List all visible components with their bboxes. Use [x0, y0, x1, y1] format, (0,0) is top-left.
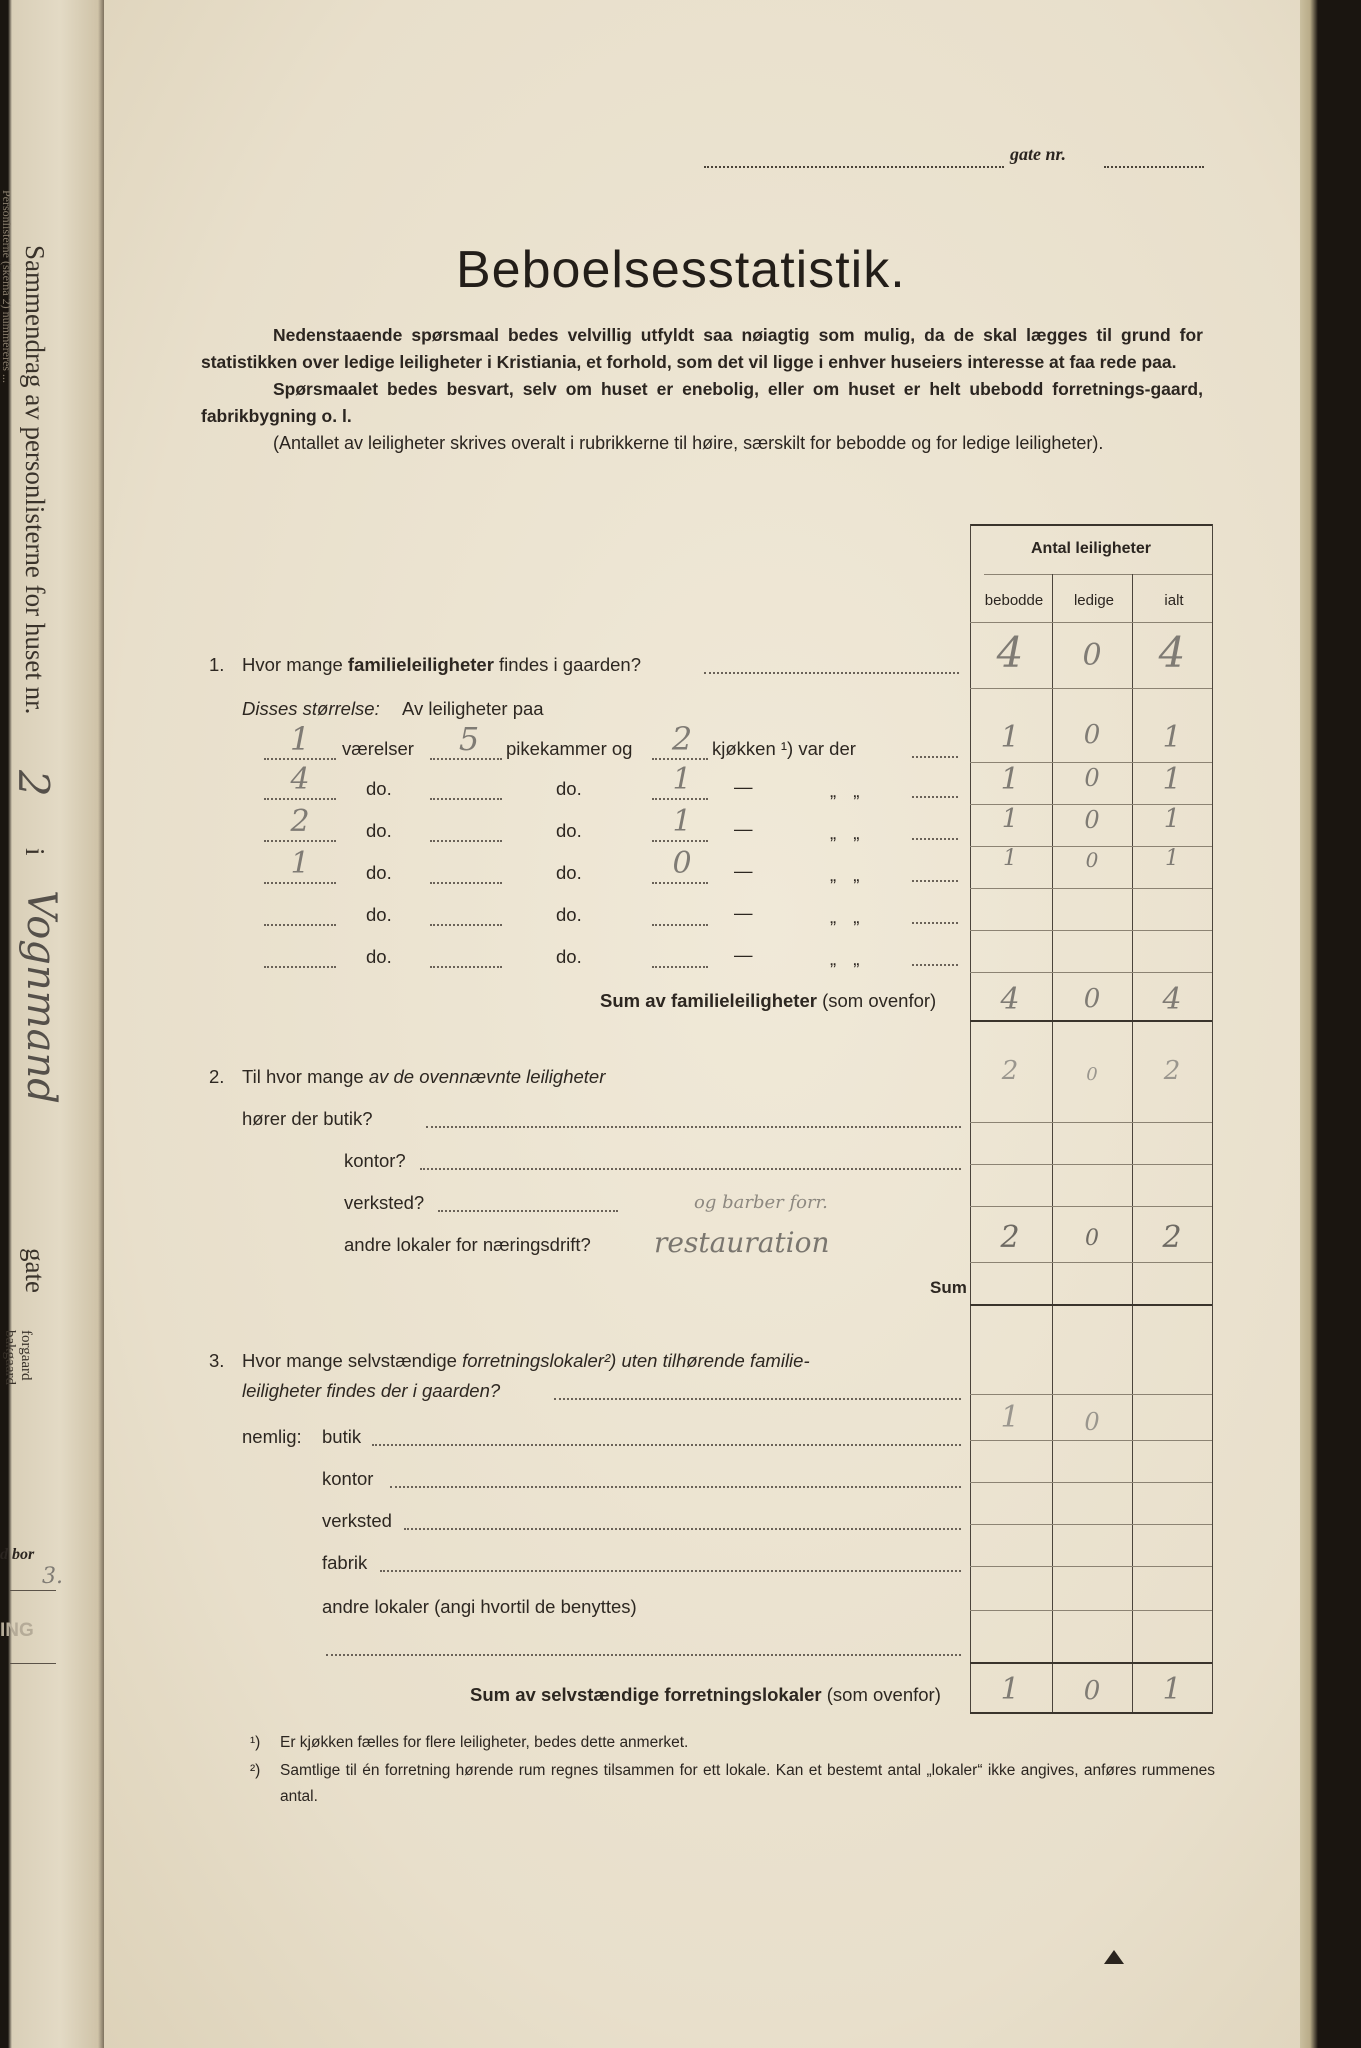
size-row-pike-word: do. — [556, 904, 582, 925]
size-row-rooms-word: do. — [366, 904, 392, 925]
size-row-dash: — — [734, 944, 753, 965]
q3-text-c: uten tilhørende familie- — [621, 1350, 810, 1371]
size-row-rooms-word: do. — [366, 946, 392, 967]
q2-butik-rule — [970, 1122, 1212, 1123]
q1-sizes-label: Disses størrelse: — [242, 698, 380, 719]
footnote-2: Samtlige til én forretning hørende rum regnes tilsammen for ett lokale. Kan et bestemt antal „lokaler“ ikke angives, anføres rummenes antal. — [280, 1762, 1215, 1805]
q3-butik-label: butik — [322, 1426, 362, 1447]
q2-verksted-hand: og barber forr. — [694, 1192, 828, 1213]
q3-text-d: leiligheter findes der i gaarden? — [242, 1380, 501, 1401]
table-title: Antal leiligheter — [1030, 540, 1152, 557]
right-page-edge — [1300, 0, 1361, 2048]
size-row-count: 1 — [290, 846, 310, 881]
size-row-count-line — [264, 966, 336, 968]
size-row-dash: — — [734, 776, 753, 797]
q3-sum-ledige: 0 — [1083, 1676, 1101, 1706]
gate-nr-label: gate nr. — [1010, 144, 1067, 164]
q3-sum-label — [470, 1684, 941, 1706]
table-col-line-3 — [1212, 524, 1213, 1714]
q1-ledige: 0 — [1082, 638, 1102, 673]
q3-text-a: Hvor mange selvstændige — [242, 1350, 457, 1371]
intro-block — [201, 322, 1203, 457]
q3-fabrik-rule — [970, 1566, 1212, 1567]
margin-bor-line — [10, 1590, 56, 1591]
size-row-ditto: „ „ — [830, 906, 866, 927]
size-row-3-ialt: 1 — [1165, 846, 1179, 871]
size-row-count-line — [264, 924, 336, 926]
q3-butik-ledige: 0 — [1084, 1408, 1100, 1436]
size-row-pike-word: do. — [556, 778, 582, 799]
q3-question — [242, 1350, 962, 1372]
size-row-kjokken-line — [652, 840, 708, 842]
size-row-rooms-word: do. — [366, 820, 392, 841]
intro-p1: Nedenstaaende spørsmaal bedes velvillig utfyldt saa nøiagtig som mulig, da de skal lægges til grund for statistikken over ledige leiligheter i Kristiania, et forhold, som det vil ligge i enhver huseiers interesse at faa rede paa. — [201, 325, 1203, 372]
size-row-4-rule — [970, 930, 1212, 931]
size-row-kjokken: 2 — [671, 720, 693, 758]
size-row-count-line — [264, 840, 336, 842]
size-row-count-line — [264, 758, 336, 760]
size-row-3-rule — [970, 888, 1212, 889]
q3-fabrik-label: fabrik — [322, 1552, 368, 1573]
size-row-dash: — — [734, 860, 753, 881]
table-top-border — [970, 524, 1212, 526]
margin-hand-street: Vognmand — [18, 890, 64, 1104]
margin-bor-label: d bor — [0, 1546, 35, 1563]
margin-forgaard: forgaard — [18, 1330, 34, 1381]
size-row-pike-word: do. — [556, 946, 582, 967]
q3-kontor-dots — [390, 1486, 961, 1488]
q2-number: 2. — [209, 1066, 225, 1087]
q2-andre-ialt: 2 — [1162, 1220, 1182, 1255]
size-row-ditto: „ „ — [830, 780, 866, 801]
q1-sum-ialt: 4 — [1162, 982, 1182, 1017]
q1-sum-rest: (som ovenfor) — [822, 990, 937, 1011]
size-row-dots — [912, 838, 958, 840]
q3-fabrik-dots — [380, 1570, 961, 1572]
q2-butik-label: hører der butik? — [242, 1108, 373, 1129]
q3-nemlig: nemlig: — [242, 1426, 302, 1447]
size-row-rooms-word: do. — [366, 862, 392, 883]
q3-sum-bebodde: 1 — [1000, 1672, 1020, 1707]
q2-andre-hand: restauration — [654, 1226, 830, 1259]
q2-question — [242, 1066, 605, 1088]
q1-sizes-label2: Av leiligheter paa — [402, 698, 544, 719]
size-row-kjokken-line — [652, 882, 708, 884]
size-row-2-ledige: 0 — [1084, 806, 1100, 834]
size-row-count-line — [264, 798, 336, 800]
q3-sum-bold: Sum av selvstændige forretningslokaler — [470, 1684, 822, 1705]
q1-text-a: Hvor mange — [242, 654, 343, 675]
q2-header-ledige: 0 — [1086, 1064, 1098, 1085]
size-row-dots — [912, 756, 958, 758]
q1-sum-bebodde: 4 — [1000, 982, 1020, 1017]
q1-bebodde: 4 — [996, 628, 1024, 677]
margin-vertical-gate: gate — [20, 1248, 50, 1293]
size-row-0-ledige: 0 — [1083, 720, 1101, 750]
size-row-pike-line — [430, 966, 502, 968]
size-row-ditto: „ „ — [830, 822, 866, 843]
q3-butik-rule — [970, 1440, 1212, 1441]
q3-butik-bebodde: 1 — [1000, 1400, 1020, 1435]
size-row-rooms-word: do. — [366, 778, 392, 799]
size-row-pike-word: do. — [556, 820, 582, 841]
size-row-pike-word: pikekammer og — [506, 738, 633, 759]
q3-kontor-rule — [970, 1482, 1212, 1483]
q2-header-bebodde: 2 — [1001, 1056, 1019, 1086]
q3-number: 3. — [209, 1350, 225, 1371]
q1-leader-dots — [704, 672, 959, 674]
page-mark-icon — [1104, 1950, 1124, 1964]
q2-andre-ledige: 0 — [1085, 1226, 1099, 1251]
q2-verksted-dots — [438, 1210, 618, 1212]
table-subheader-rule — [984, 574, 1212, 575]
q3-header-rule — [970, 1394, 1212, 1395]
size-row-0-ialt: 1 — [1162, 720, 1182, 755]
size-row-1-ledige: 0 — [1084, 764, 1100, 792]
size-row-count: 4 — [290, 762, 310, 797]
q1-sum-rule — [970, 1020, 1212, 1022]
size-row-pike-line — [430, 840, 502, 842]
size-row-dots — [912, 964, 958, 966]
q2-header-ialt: 2 — [1163, 1056, 1181, 1086]
q1-sum-bold: Sum av familieleiligheter — [600, 990, 817, 1011]
intro-p2: Spørsmaalet bedes besvart, selv om huset er enebolig, eller om huset er helt ubebodd forretnings-gaard, fabrikbygning o. l. — [201, 379, 1203, 426]
q3-pre-sum-rule — [970, 1662, 1212, 1664]
margin-vertical-title: Sammendrag av personlisterne for huset nr. — [20, 245, 50, 715]
size-row-pike-word: do. — [556, 862, 582, 883]
size-row-3-bebodde: 1 — [1003, 846, 1017, 871]
size-row-kjokken: 0 — [672, 846, 692, 881]
size-row-5-rule — [970, 972, 1212, 973]
q3-sum-ialt: 1 — [1162, 1672, 1182, 1707]
q2-sum-label: Sum — [930, 1278, 967, 1297]
q1-row-rule — [970, 688, 1212, 689]
size-row-pike: 5 — [458, 720, 480, 758]
q3-andre-line — [326, 1654, 961, 1656]
col-header-ledige: ledige — [1073, 592, 1115, 609]
size-row-2-ialt: 1 — [1163, 804, 1181, 834]
col-header-bebodde: bebodde — [984, 592, 1044, 609]
size-row-pike-line — [430, 882, 502, 884]
q2-kontor-dots — [420, 1168, 961, 1170]
q2-andre-rule — [970, 1262, 1212, 1263]
size-row-kjokken-word: kjøkken ¹) var der — [712, 738, 856, 759]
left-margin-strip — [0, 0, 104, 2048]
size-row-kjokken: 1 — [672, 804, 692, 839]
size-row-pike-line — [430, 798, 502, 800]
page-title: Beboelsesstatistik. — [456, 241, 906, 299]
size-row-count: 2 — [290, 804, 310, 839]
size-row-ditto: „ „ — [830, 864, 866, 885]
size-row-kjokken: 1 — [672, 762, 692, 797]
q3-sum-rest: (som ovenfor) — [826, 1684, 941, 1705]
margin-stamp-line — [10, 1663, 56, 1664]
q2-andre-bebodde: 2 — [1000, 1220, 1020, 1255]
table-header-bottom — [970, 622, 1212, 623]
margin-faint-text: Personlisterne (skema 2) nummereres ... — [0, 190, 14, 383]
q2-sum-rule — [970, 1304, 1212, 1306]
q3-sum-rule — [970, 1712, 1212, 1714]
footnote-1: Er kjøkken fælles for flere leiligheter, bedes dette anmerket. — [280, 1734, 689, 1751]
size-row-dash: — — [734, 818, 753, 839]
q2-verksted-label: verksted? — [344, 1192, 425, 1213]
q3-text-b: forretningslokaler²) — [462, 1350, 617, 1371]
size-row-kjokken-line — [652, 798, 708, 800]
size-row-pike-line — [430, 758, 502, 760]
q1-sum-label — [600, 990, 936, 1012]
margin-hand-house-nr: 2 — [9, 770, 58, 797]
q2-text-a: Til hvor mange — [242, 1066, 364, 1087]
intro-p3: (Antallet av leiligheter skrives overalt i rubrikkerne til høire, særskilt for bebodde og for ledige leiligheter). — [273, 433, 1104, 453]
street-name-line — [704, 166, 1004, 168]
footnote-2-mark: ²) — [250, 1762, 261, 1779]
q3-andre-label: andre lokaler (angi hvortil de benyttes) — [322, 1596, 637, 1617]
q1-ialt: 4 — [1158, 628, 1186, 677]
margin-stamp: ING — [0, 1620, 34, 1641]
margin-bakgaard: bakgaard — [2, 1330, 18, 1385]
q1-sum-ledige: 0 — [1083, 984, 1101, 1014]
form-page — [104, 0, 1310, 2048]
table-col-line-0 — [970, 524, 971, 1714]
size-row-1-ialt: 1 — [1162, 762, 1182, 797]
size-row-count-line — [264, 882, 336, 884]
size-row-0-bebodde: 1 — [1000, 720, 1020, 755]
size-row-kjokken-line — [652, 924, 708, 926]
margin-bor-value: 3. — [42, 1564, 63, 1589]
q3-text-dots — [554, 1398, 961, 1400]
size-row-kjokken-line — [652, 758, 708, 760]
size-row-rooms-word: værelser — [342, 738, 414, 759]
q3-verksted-dots — [404, 1528, 961, 1530]
size-row-dash: — — [734, 902, 753, 923]
q3-kontor-label: kontor — [322, 1468, 374, 1489]
q1-text-c: findes i gaarden? — [499, 654, 641, 675]
size-row-kjokken-line — [652, 966, 708, 968]
q2-text-b: av de ovennævnte leiligheter — [368, 1066, 606, 1087]
q2-verksted-rule — [970, 1206, 1212, 1207]
margin-vertical-i: i — [20, 848, 50, 856]
q2-andre-label: andre lokaler for næringsdrift? — [344, 1234, 591, 1255]
q3-verksted-rule — [970, 1524, 1212, 1525]
size-row-ditto: „ „ — [830, 948, 866, 969]
q2-kontor-rule — [970, 1164, 1212, 1165]
q3-butik-dots — [372, 1444, 961, 1446]
size-row-count: 1 — [289, 720, 311, 758]
size-row-1-bebodde: 1 — [1000, 762, 1020, 797]
q1-question — [242, 654, 641, 676]
q3-andre-rule — [970, 1610, 1212, 1611]
size-row-2-bebodde: 1 — [1001, 804, 1019, 834]
size-row-dots — [912, 880, 958, 882]
size-row-dots — [912, 796, 958, 798]
q1-text-b: familieleiligheter — [347, 654, 494, 675]
col-header-ialt: ialt — [1164, 592, 1184, 609]
size-row-3-ledige: 0 — [1085, 848, 1099, 872]
q2-kontor-label: kontor? — [344, 1150, 406, 1171]
q2-butik-dots — [426, 1126, 961, 1128]
size-row-pike-line — [430, 924, 502, 926]
size-row-dots — [912, 922, 958, 924]
q3-verksted-label: verksted — [322, 1510, 392, 1531]
footnote-1-mark: ¹) — [250, 1734, 261, 1751]
q1-number: 1. — [209, 654, 225, 675]
gate-nr-line — [1104, 166, 1204, 168]
